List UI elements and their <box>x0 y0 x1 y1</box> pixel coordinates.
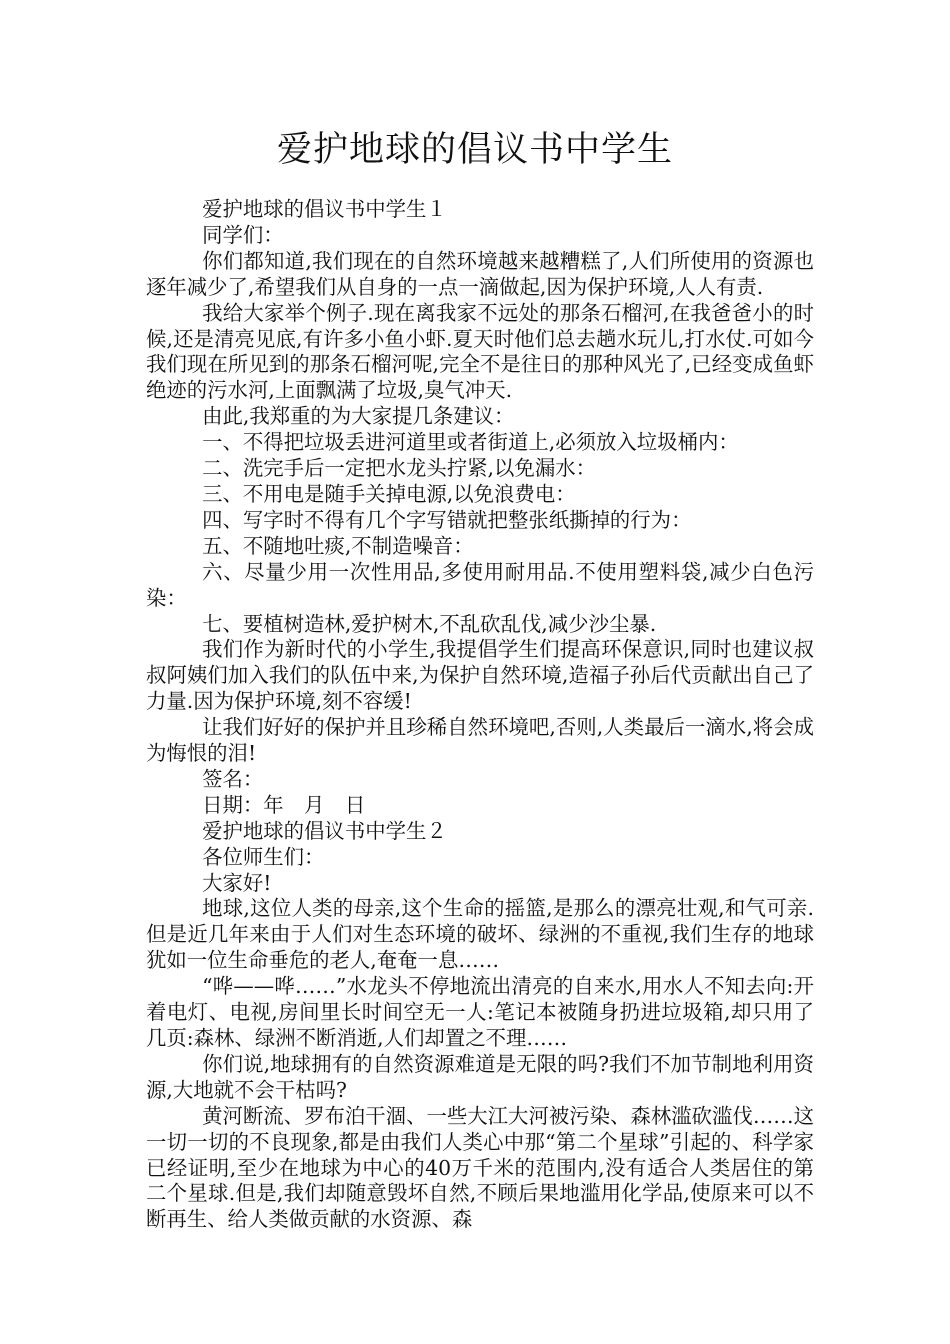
list-item: 六、尽量少用一次性用品,多使用耐用品.不使用塑料袋,减少白色污染： <box>146 559 814 610</box>
document-body <box>146 197 814 1233</box>
salutation: 各位师生们： <box>202 844 325 869</box>
paragraph: 我给大家举个例子.现在离我家不远处的那条石榴河,在我爸爸小的时候,还是清亮见底,有许多小鱼小虾.夏天时他们总去趟水玩儿,打水仗.可如今我们现在所见到的那条石榴河呢,完全不是往日的那种风光了,已经变成鱼虾绝迹的污水河,上面飘满了垃圾,臭气冲天. <box>146 300 814 403</box>
paragraph: 我们作为新时代的小学生,我提倡学生们提高环保意识,同时也建议叔叔阿姨们加入我们的队伍中来,为保护自然环境,造福子孙后代贡献出自己了力量.因为保护环境,刻不容缓! <box>146 637 814 714</box>
list-item: 一、不得把垃圾丢进河道里或者街道上,必须放入垃圾桶内： <box>202 430 739 455</box>
date-line: 日期：年 月 日 <box>202 792 366 817</box>
list-item: 四、写字时不得有几个字写错就把整张纸撕掉的行为： <box>202 507 692 532</box>
greeting: 大家好! <box>202 870 272 895</box>
section-heading: 爱护地球的倡议书中学生２ <box>202 818 447 843</box>
document-title: 爱护地球的倡议书中学生 <box>276 130 673 170</box>
signature-line: 签名： <box>202 766 264 791</box>
section-heading: 爱护地球的倡议书中学生１ <box>202 197 447 221</box>
list-item: 二、洗完手后一定把水龙头拧紧,以免漏水： <box>202 456 596 481</box>
paragraph: 让我们好好的保护并且珍稀自然环境吧,否则,人类最后一滴水,将会成为悔恨的泪! <box>146 715 814 766</box>
list-item: 七、要植树造林,爱护树木,不乱砍乱伐,减少沙尘暴. <box>202 611 657 636</box>
paragraph: “哗——哗……”水龙头不停地流出清亮的自来水,用水人不知去向:开着电灯、电视,房间里长时间空无一人:笔记本被随身扔进垃圾箱,却只用了几页:森林、绿洲不断消逝,人们却置之不理…… <box>146 974 814 1050</box>
paragraph: 你们都知道,我们现在的自然环境越来越糟糕了,人们所使用的资源也逐年减少了,希望我们从自身的一点一滴做起,因为保护环境,人人有责. <box>146 248 814 299</box>
paragraph: 地球,这位人类的母亲,这个生命的摇篮,是那么的漂亮壮观,和气可亲.但是近几年来由于人们对生态环境的破坏、绿洲的不重视,我们生存的地球犹如一位生命垂危的老人,奄奄一息…… <box>146 896 814 973</box>
list-item: 五、不随地吐痰,不制造噪音： <box>202 533 474 558</box>
list-item: 三、不用电是随手关掉电源,以免浪费电： <box>202 481 576 506</box>
paragraph: 由此,我郑重的为大家提几条建议： <box>202 404 515 429</box>
paragraph: 你们说,地球拥有的自然资源难道是无限的吗?我们不加节制地利用资源,大地就不会干枯吗? <box>146 1051 814 1102</box>
salutation: 同学们： <box>202 222 284 247</box>
paragraph: 黄河断流、罗布泊干涸、一些大江大河被污染、森林滥砍滥伐……这一切一切的不良现象,都是由我们人类心中那“第二个星球”引起的、科学家已经证明,至少在地球为中心的40万千米的范围内,没有适合人类居住的第二个星球.但是,我们却随意毁坏自然,不顾后果地滥用化学品,使原来可以不断再生、给人类做贡献的水资源、森 <box>146 1103 814 1232</box>
